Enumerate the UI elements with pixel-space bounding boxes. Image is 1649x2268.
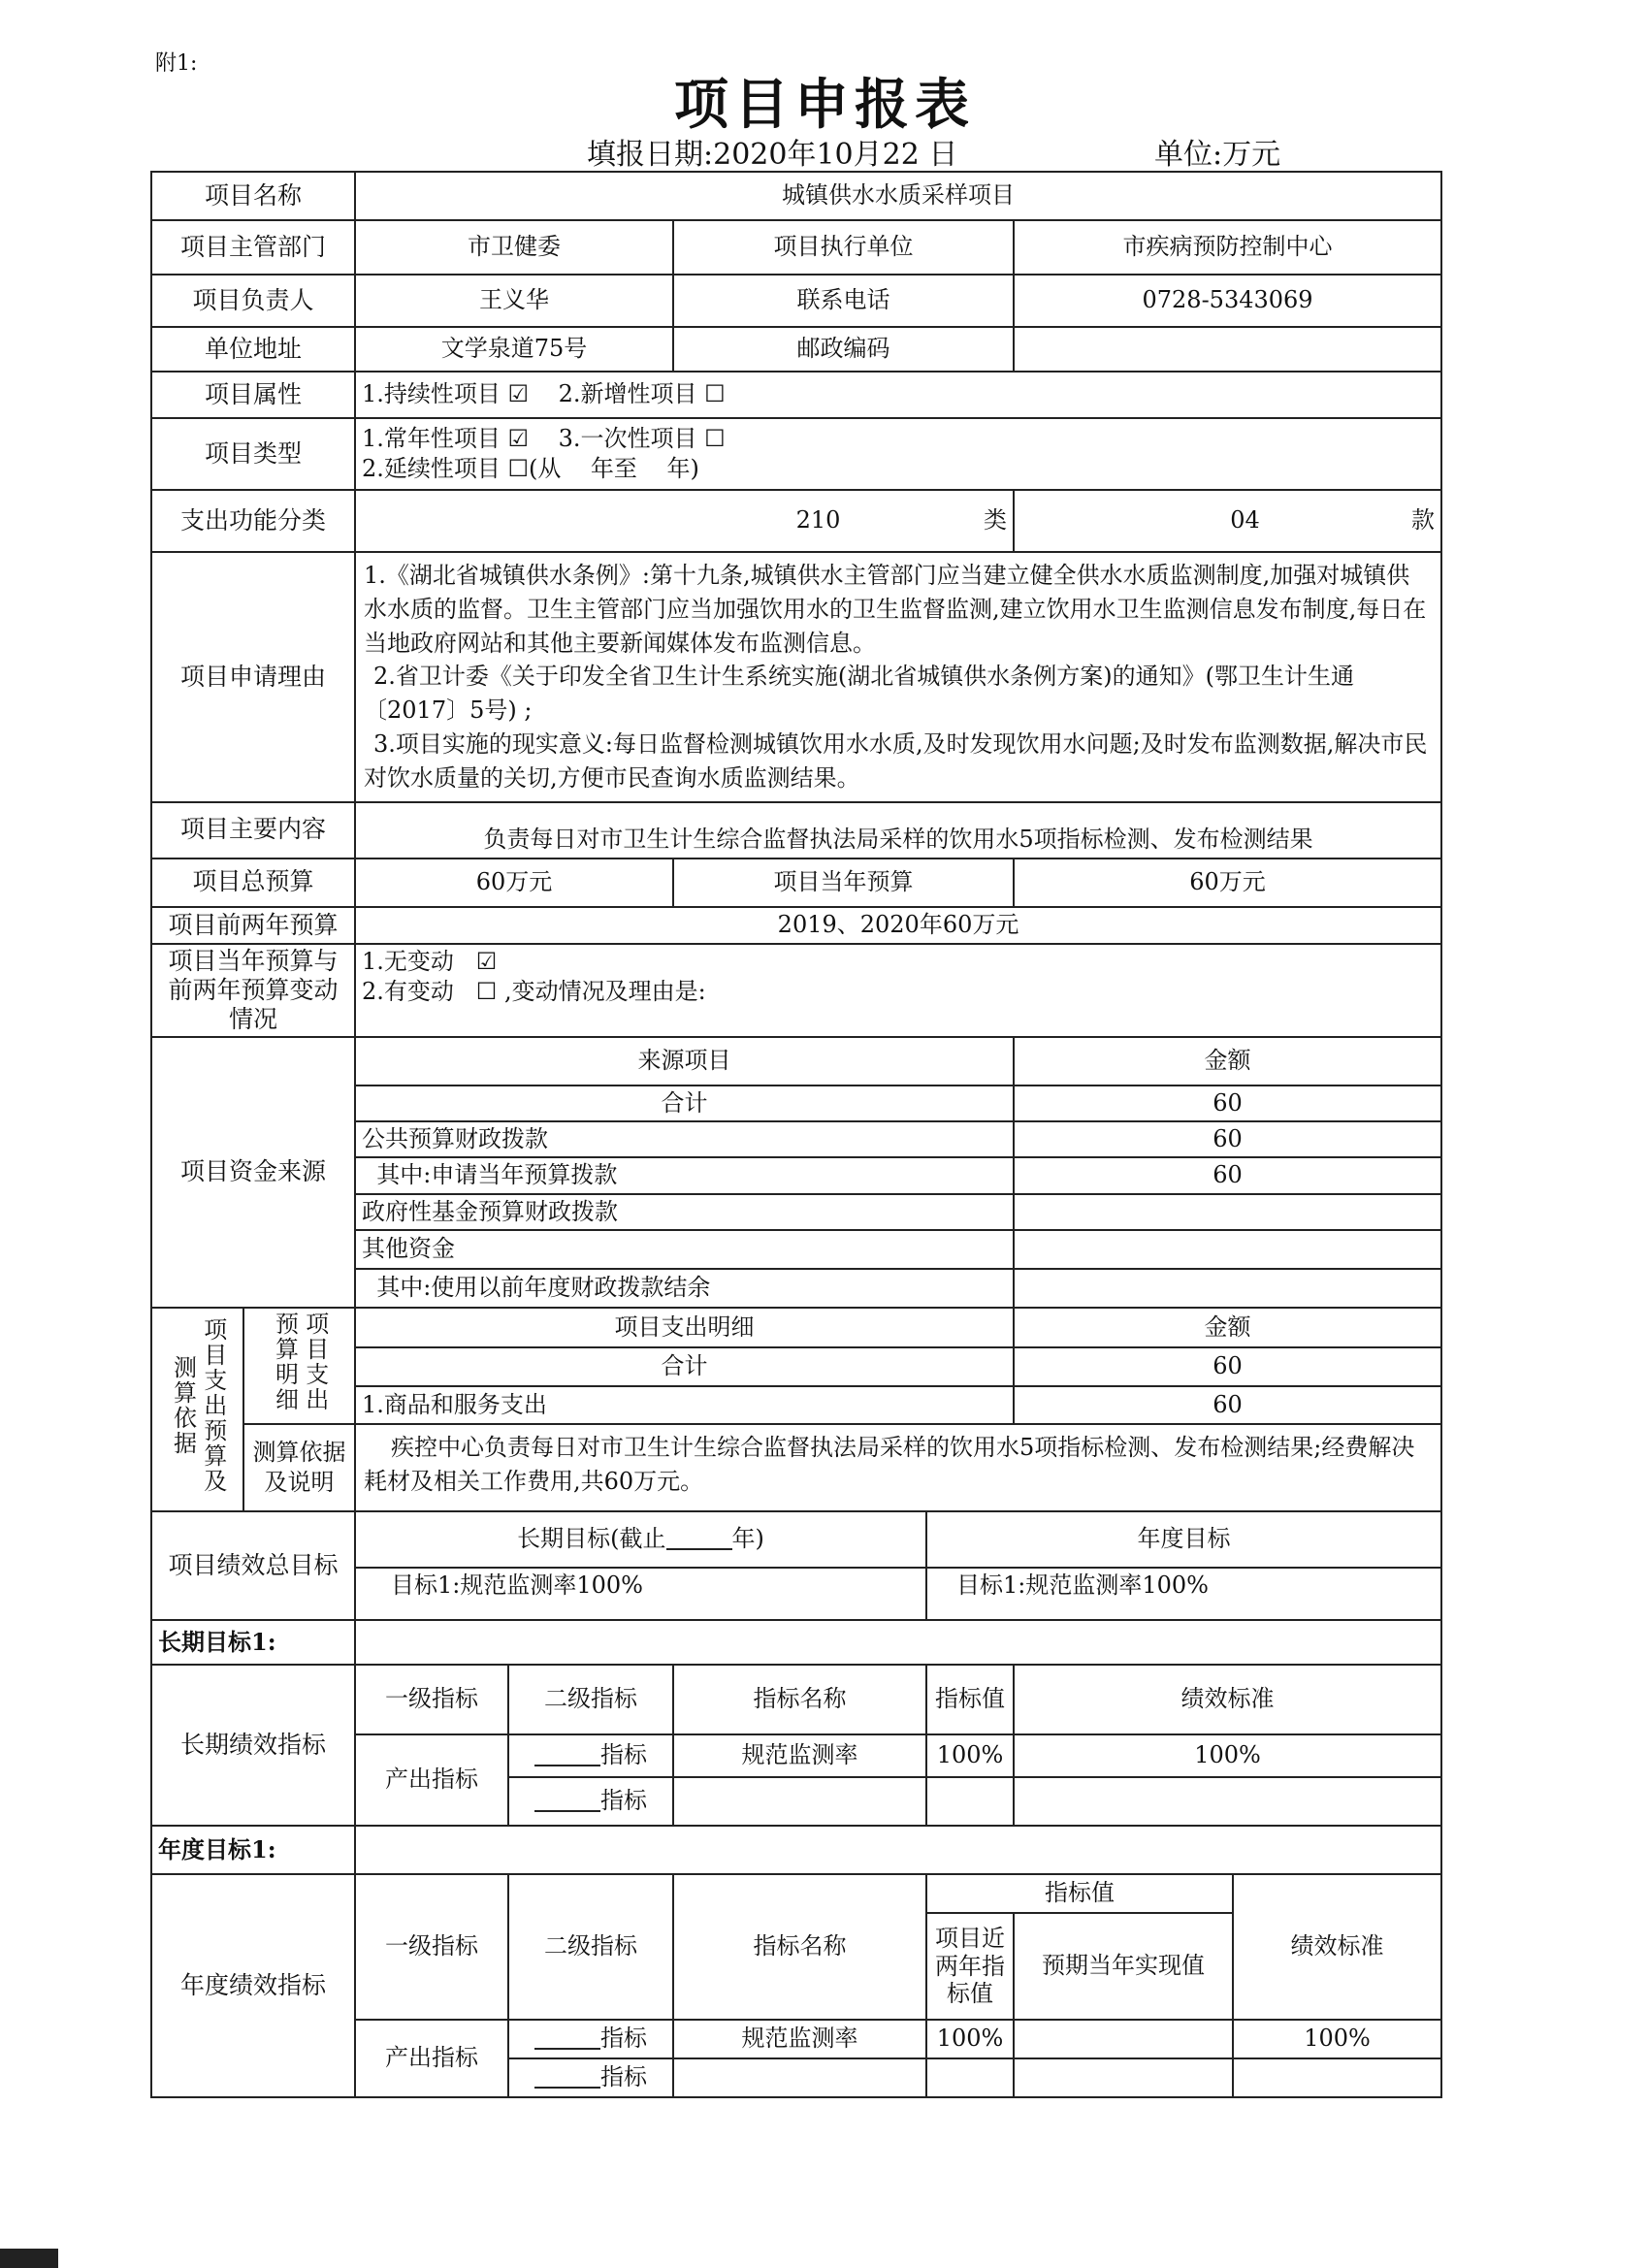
type-line-1: 1.常年性项目 ☑ 3.一次性项目 ☐ xyxy=(362,424,726,452)
annual-label: 年度绩效指标 xyxy=(151,1874,355,2097)
l2-suffix: 指标 xyxy=(600,1787,648,1815)
l2-suffix: 指标 xyxy=(600,1741,648,1769)
funding-row-amount xyxy=(1014,1269,1441,1308)
expense-item-amount: 60 xyxy=(1014,1386,1441,1424)
address-value: 文学泉道75号 xyxy=(355,327,673,372)
annual-row-l1: 产出指标 xyxy=(355,2020,508,2097)
no-change-option: 1.无变动 ☑ xyxy=(362,948,498,976)
long-term-section: 长期目标1: xyxy=(151,1620,355,1665)
attribute-label: 项目属性 xyxy=(151,372,355,418)
blank-line xyxy=(534,1747,600,1766)
budget-change-options[interactable] xyxy=(355,944,1441,1037)
phone-value: 0728-5343069 xyxy=(1014,275,1441,327)
funding-row-amount xyxy=(1014,1194,1441,1230)
type-label: 项目类型 xyxy=(151,418,355,490)
basis-label: 测算依据及说明 xyxy=(243,1424,355,1511)
expense-total-label: 合计 xyxy=(355,1347,1014,1385)
blank-line xyxy=(534,2069,600,2089)
name-value: 城镇供水水质采样项目 xyxy=(355,172,1441,220)
annual-col-l2: 二级指标 xyxy=(508,1874,673,2020)
long-col-std: 绩效标准 xyxy=(1014,1665,1441,1734)
annual-goal: 目标1:规范监测率100% xyxy=(926,1568,1441,1620)
annual-col-std: 绩效标准 xyxy=(1233,1874,1441,2020)
funding-row-name: 公共预算财政拨款 xyxy=(355,1121,1014,1157)
total-budget-label: 项目总预算 xyxy=(151,859,355,907)
function-item-value: 04 xyxy=(1230,506,1260,535)
funding-col-source: 来源项目 xyxy=(355,1037,1014,1085)
long-row-l2 xyxy=(508,1777,673,1826)
annual-row-std xyxy=(1233,2058,1441,2097)
expense-inner-label-cell xyxy=(243,1308,355,1424)
annual-section-value xyxy=(355,1826,1441,1874)
long-row-l1: 产出指标 xyxy=(355,1734,508,1826)
funding-row-name: 其中:申请当年预算拨款 xyxy=(355,1157,1014,1193)
l2-suffix: 指标 xyxy=(600,2025,648,2053)
long-row-name: 规范监测率 xyxy=(673,1734,926,1777)
page-title: 项目申报表 xyxy=(674,73,975,137)
annual-row-expect xyxy=(1014,2020,1233,2058)
expense-col-amount: 金额 xyxy=(1014,1308,1441,1347)
expense-inner-label: 项目支出预算明细 xyxy=(271,1311,329,1412)
long-col-l1: 一级指标 xyxy=(355,1665,508,1734)
leader-label: 项目负责人 xyxy=(151,275,355,327)
annual-row-std: 100% xyxy=(1233,2020,1441,2058)
name-label: 项目名称 xyxy=(151,172,355,220)
type-options[interactable] xyxy=(355,418,1441,490)
funding-label: 项目资金来源 xyxy=(151,1037,355,1308)
blank-line xyxy=(534,1793,600,1812)
scan-edge-mark xyxy=(0,2249,58,2268)
phone-label: 联系电话 xyxy=(673,275,1014,327)
funding-row-amount: 60 xyxy=(1014,1085,1441,1121)
annual-col-l1: 一级指标 xyxy=(355,1874,508,2020)
annual-col-value-group: 指标值 xyxy=(926,1874,1233,1913)
reason-label: 项目申请理由 xyxy=(151,552,355,802)
reason-paragraph-3: 3.项目实施的现实意义:每日监督检测城镇饮用水水质,及时发现饮用水问题;及时发布监测数据,解决市民对饮水质量的关切,方便市民查询水质监测结果。 xyxy=(364,729,1428,792)
annual-row-name xyxy=(673,2058,926,2097)
fill-date: 填报日期:2020年10月22 日 xyxy=(587,138,958,172)
funding-row-name: 其中:使用以前年度财政拨款结余 xyxy=(355,1269,1014,1308)
annual-row-name: 规范监测率 xyxy=(673,2020,926,2058)
zip-label: 邮政编码 xyxy=(673,327,1014,372)
expense-col-detail: 项目支出明细 xyxy=(355,1308,1014,1347)
annual-row-prev: 100% xyxy=(926,2020,1014,2058)
content-value: 负责每日对市卫生计生综合监督执法局采样的饮用水5项指标检测、发布检测结果 xyxy=(355,802,1441,859)
long-term-section-value xyxy=(355,1620,1441,1665)
year-budget-label: 项目当年预算 xyxy=(673,859,1014,907)
funding-row-name: 合计 xyxy=(355,1085,1014,1121)
basis-text: 疾控中心负责每日对市卫生计生综合监督执法局采样的饮用水5项指标检测、发布检测结果;经费解决耗材及相关工作费用,共60万元。 xyxy=(355,1424,1441,1511)
long-row-l2 xyxy=(508,1734,673,1777)
attribute-options[interactable]: 1.持续性项目 ☑ 2.新增性项目 ☐ xyxy=(355,372,1441,418)
annual-col-name: 指标名称 xyxy=(673,1874,926,2020)
expense-total-amount: 60 xyxy=(1014,1347,1441,1385)
long-col-name: 指标名称 xyxy=(673,1665,926,1734)
long-term-goal: 目标1:规范监测率100% xyxy=(355,1568,926,1620)
dept-value: 市卫健委 xyxy=(355,220,673,275)
address-label: 单位地址 xyxy=(151,327,355,372)
annual-row-expect xyxy=(1014,2058,1233,2097)
function-class-value: 210 xyxy=(795,506,841,535)
blank-line xyxy=(534,2030,600,2050)
annual-row-prev xyxy=(926,2058,1014,2097)
long-col-value: 指标值 xyxy=(926,1665,1014,1734)
function-class-label: 支出功能分类 xyxy=(151,490,355,552)
dept-label: 项目主管部门 xyxy=(151,220,355,275)
long-row-std xyxy=(1014,1777,1441,1826)
function-class-unit: 类 xyxy=(984,506,1008,535)
annual-header: 年度目标 xyxy=(926,1511,1441,1568)
long-row-std: 100% xyxy=(1014,1734,1441,1777)
total-budget-value: 60万元 xyxy=(355,859,673,907)
year-blank xyxy=(666,1531,732,1550)
funding-row-amount xyxy=(1014,1230,1441,1269)
has-change-option: 2.有变动 ☐ ,变动情况及理由是: xyxy=(362,978,706,1006)
exec-value: 市疾病预防控制中心 xyxy=(1014,220,1441,275)
expense-outer-label-cell xyxy=(151,1308,243,1511)
zip-value xyxy=(1014,327,1441,372)
year-budget-value: 60万元 xyxy=(1014,859,1441,907)
budget-change-label: 项目当年预算与前两年预算变动情况 xyxy=(151,944,355,1037)
function-item-cell xyxy=(1014,490,1441,552)
annual-row-l2 xyxy=(508,2020,673,2058)
long-term-header xyxy=(355,1511,926,1568)
long-row-value: 100% xyxy=(926,1734,1014,1777)
annual-col-prev: 项目近两年指标值 xyxy=(926,1913,1014,2020)
unit-label: 单位:万元 xyxy=(1154,138,1281,172)
expense-item-label: 1.商品和服务支出 xyxy=(355,1386,1014,1424)
long-row-name xyxy=(673,1777,926,1826)
leader-value: 王义华 xyxy=(355,275,673,327)
annual-row-l2 xyxy=(508,2058,673,2097)
performance-label: 项目绩效总目标 xyxy=(151,1511,355,1620)
annual-col-expect: 预期当年实现值 xyxy=(1014,1913,1233,2020)
reason-text xyxy=(355,552,1441,802)
attachment-label: 附1: xyxy=(155,51,198,76)
funding-row-name: 政府性基金预算财政拨款 xyxy=(355,1194,1014,1230)
expense-outer-label: 项目支出预算及测算依据 xyxy=(169,1316,227,1494)
long-term-header-pre: 长期目标(截止 xyxy=(517,1525,666,1553)
funding-row-name: 其他资金 xyxy=(355,1230,1014,1269)
l2-suffix: 指标 xyxy=(600,2063,648,2091)
long-term-label: 长期绩效指标 xyxy=(151,1665,355,1826)
prev-budget-label: 项目前两年预算 xyxy=(151,907,355,945)
funding-row-amount: 60 xyxy=(1014,1157,1441,1193)
annual-section: 年度目标1: xyxy=(151,1826,355,1874)
exec-label: 项目执行单位 xyxy=(673,220,1014,275)
reason-paragraph-2: 2.省卫计委《关于印发全省卫生计生系统实施(湖北省城镇供水条例方案)的通知》(鄂卫生计生通〔2017〕5号) ; xyxy=(364,663,1355,725)
long-term-header-post: 年) xyxy=(731,1525,764,1553)
prev-budget-value: 2019、2020年60万元 xyxy=(355,907,1441,945)
content-label: 项目主要内容 xyxy=(151,802,355,859)
long-col-l2: 二级指标 xyxy=(508,1665,673,1734)
function-item-unit: 款 xyxy=(1411,506,1436,535)
reason-paragraph-1: 1.《湖北省城镇供水条例》:第十九条,城镇供水主管部门应当建立健全供水水质监测制度,加强对城镇供水水质的监督。卫生主管部门应当加强饮用水的卫生监督监测,建立饮用水卫生监测信息发布制度,每日在当地政府网站和其他主要新闻媒体发布监测信息。 xyxy=(364,562,1427,657)
funding-col-amount: 金额 xyxy=(1014,1037,1441,1085)
project-form-table xyxy=(150,171,1442,2098)
function-class-cell xyxy=(355,490,1014,552)
type-line-2: 2.延续性项目 ☐(从 年至 年) xyxy=(362,455,699,482)
funding-row-amount: 60 xyxy=(1014,1121,1441,1157)
long-row-value xyxy=(926,1777,1014,1826)
